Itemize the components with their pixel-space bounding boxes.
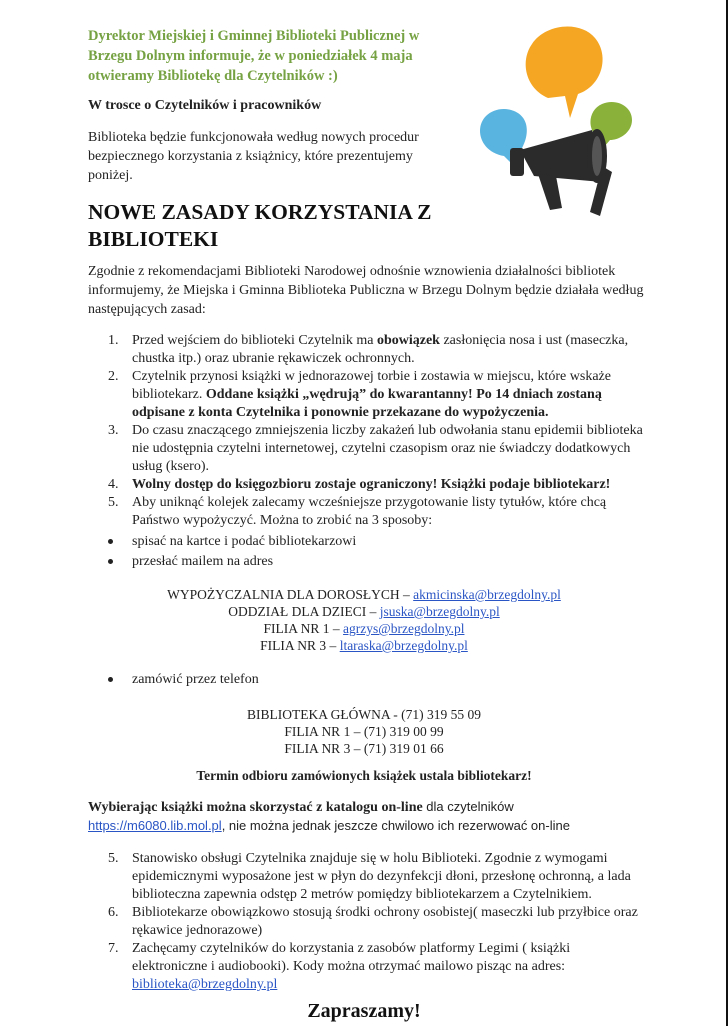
closing-text: Zapraszamy!: [307, 1000, 421, 1022]
list-item: [88, 332, 648, 368]
email-line: [0, 586, 728, 603]
subheading: W trosce o Czytelników i pracowników: [88, 98, 322, 113]
page-title: NOWE ZASADY KORZYSTANIA Z BIBLIOTEKI: [88, 200, 432, 251]
list-number: 5.: [108, 851, 119, 866]
list-item: [108, 670, 259, 690]
rule-emphasis: Wolny dostęp do księgozbioru zostaje ograniczony! Książki podaje bibliotekarz!: [132, 477, 611, 492]
email-label: ODDZIAŁ DLA DZIECI –: [228, 604, 380, 619]
rule-text: Bibliotekarze obowiązkowo stosują środki ochrony osobistej( maseczki lub przyłbice oraz rękawice jednorazowe): [132, 905, 638, 938]
list-item: [88, 422, 648, 476]
rule-text: Czytelnik przynosi książki w jednorazowej torbie i zostawia w miejscu, które wskaże bibliotekarz.: [132, 369, 611, 402]
rule-text: Aby uniknąć kolejek zalecamy wcześniejsze przygotowanie listy tytułów, które chcą Państwo wypożyczyć. Można to zrobić na 3 sposoby:: [132, 495, 607, 528]
ways-list: [108, 670, 259, 690]
list-number: 2.: [108, 369, 119, 384]
catalog-text: dla czytelników: [422, 799, 514, 814]
list-item: [108, 532, 356, 552]
pickup-note: Termin odbioru zamówionych książek ustala bibliotekarz!: [196, 768, 532, 783]
email-link[interactable]: agrzys@brzegdolny.pl: [343, 621, 465, 636]
catalog-link[interactable]: https://m6080.lib.mol.pl: [88, 818, 222, 833]
megaphone-icon: [470, 16, 670, 221]
rule-text: Do czasu znaczącego zmniejszenia liczby zakażeń lub odwołania stanu epidemii biblioteka nie udostępnia czytelni internetowej, czytelni czasopism oraz nie świadczy dodatkowych usług (ksero).: [132, 423, 643, 474]
email-label: FILIA NR 1 –: [263, 621, 344, 636]
way-text: zamówić przez telefon: [132, 672, 259, 687]
email-line: [0, 603, 728, 620]
rule-emphasis: obowiązek: [376, 333, 440, 348]
email-line: [0, 637, 728, 654]
rule-emphasis: Oddane książki „wędrują” do kwarantanny! Po 14 dniach zostaną odpisane z konta Czytelnika i ponownie przekazane do wypożyczenia.: [132, 387, 602, 420]
rule-text: zasłonięcia nosa i ust (maseczka, chustka itp.) oraz ubranie rękawiczek ochronnych.: [132, 333, 629, 366]
list-number: 3.: [108, 423, 119, 438]
email-link[interactable]: akmicinska@brzegdolny.pl: [413, 587, 561, 602]
procedures-text: Biblioteka będzie funkcjonowała według nowych procedur bezpiecznego korzystania z książnicy, które prezentujemy poniżej.: [88, 130, 419, 183]
rule-text: Stanowisko obsługi Czytelnika znajduje się w holu Biblioteki. Zgodnie z wymogami epidemicznymi wyposażone jest w płyn do dezynfekcji dłoni, przesłonę ochronną, a lada biblioteczna zapewnia odstęp 2 metrów pomiędzy bibliotekarzem a Czytelnikiem.: [132, 851, 631, 902]
way-text: spisać na kartce i podać bibliotekarzowi: [132, 534, 357, 549]
list-number: 6.: [108, 905, 119, 920]
list-number: 1.: [108, 333, 119, 348]
email-label: FILIA NR 3 –: [260, 638, 340, 653]
email-link[interactable]: biblioteka@brzegdolny.pl: [132, 977, 278, 992]
phone-line: FILIA NR 1 – (71) 319 00 99: [284, 724, 444, 739]
list-item: [88, 368, 648, 422]
email-link[interactable]: ltaraska@brzegdolny.pl: [339, 638, 468, 653]
email-line: [0, 620, 728, 637]
list-item: [88, 850, 648, 904]
rule-text: Zachęcamy czytelników do korzystania z zasobów platformy Legimi ( książki elektroniczne i audiobooki). Kody można otrzymać mailowo pisząc na adres:: [132, 941, 571, 974]
recommendation-text: Zgodnie z rekomendacjami Biblioteki Narodowej odnośnie wznowienia działalności bibliotek informujemy, że Miejska i Gminna Biblioteka Publiczna w Brzegu Dolnym będzie działała według następujących zasad:: [88, 264, 644, 317]
list-item: [88, 494, 648, 530]
intro-text: Dyrektor Miejskiej i Gminnej Biblioteki Publicznej w Brzegu Dolnym informuje, że w poniedziałek 4 maja otwieramy Bibliotekę dla Czytelników :): [88, 28, 420, 84]
list-number: 7.: [108, 941, 119, 956]
catalog-emphasis: Wybierając książki można skorzystać z katalogu on-line: [88, 800, 423, 815]
ways-list: [108, 532, 356, 572]
list-item: [108, 552, 356, 572]
list-item: [88, 904, 648, 940]
rules-list: [88, 332, 648, 530]
catalog-text: , nie można jednak jeszcze chwilowo ich rezerwować on-line: [221, 818, 570, 833]
phone-line: FILIA NR 3 – (71) 319 01 66: [284, 741, 444, 756]
rule-text: Przed wejściem do biblioteki Czytelnik ma: [132, 333, 377, 348]
email-label: WYPOŻYCZALNIA DLA DOROSŁYCH –: [167, 587, 414, 602]
way-text: przesłać mailem na adres: [132, 554, 274, 569]
list-number: 5.: [108, 495, 119, 510]
list-number: 4.: [108, 477, 119, 492]
rules-list-continued: [88, 850, 648, 994]
list-item: [88, 476, 648, 494]
email-link[interactable]: jsuska@brzegdolny.pl: [379, 604, 500, 619]
phone-line: BIBLIOTEKA GŁÓWNA - (71) 319 55 09: [247, 707, 481, 722]
catalog-paragraph: [88, 798, 648, 836]
list-item: [88, 940, 648, 994]
